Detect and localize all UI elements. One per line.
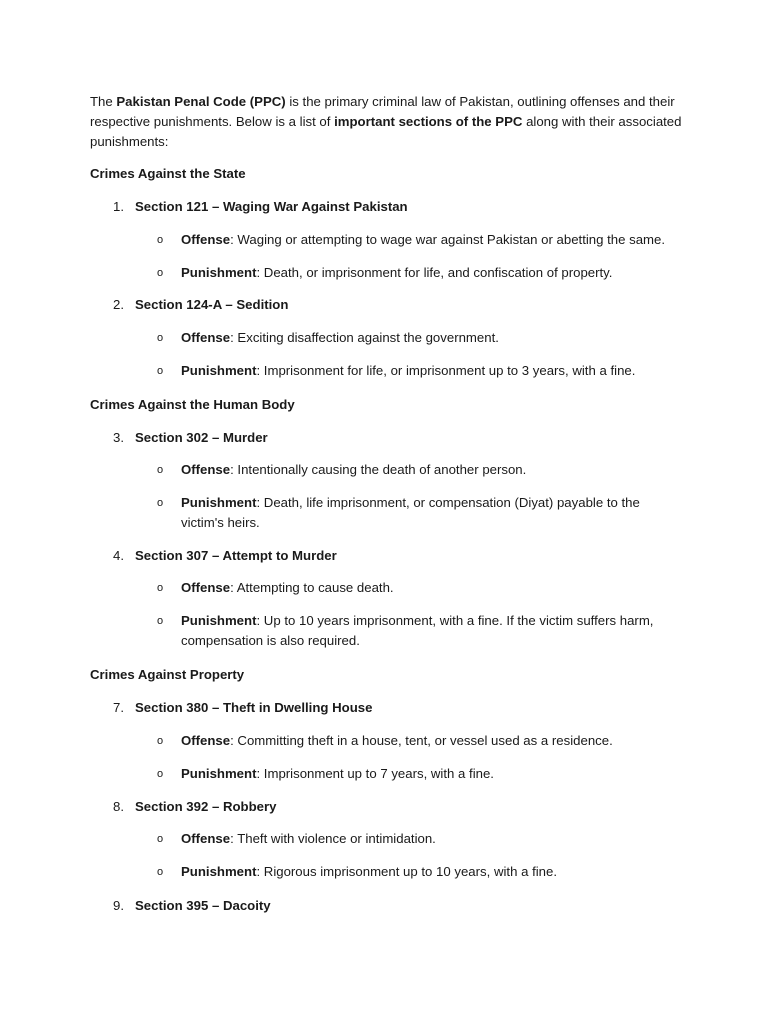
section-item: 7. Section 380 – Theft in Dwelling House xyxy=(113,700,373,715)
section-item: 8. Section 392 – Robbery xyxy=(113,799,277,814)
offense-bullet: o Offense: Waging or attempting to wage war against Pakistan or abetting the same. xyxy=(157,232,666,247)
section-item: 4. Section 307 – Attempt to Murder xyxy=(113,548,337,563)
category-heading: Crimes Against Property xyxy=(90,667,245,682)
offense-bullet: o Offense: Attempting to cause death. xyxy=(157,580,394,595)
intro-paragraph: The Pakistan Penal Code (PPC) is the primary criminal law of Pakistan, outlining offenses and their respective punishments. Below is a list of important sections of the PPC along with their associated punishments: xyxy=(90,94,682,149)
offense-bullet: o Offense: Intentionally causing the death of another person. xyxy=(157,462,527,477)
category-heading: Crimes Against the State xyxy=(90,166,246,181)
section-item: 3. Section 302 – Murder xyxy=(113,430,268,445)
punishment-bullet: o Punishment: Up to 10 years imprisonment, with a fine. If the victim suffers harm, compensation is also required. xyxy=(157,613,654,648)
offense-bullet: o Offense: Exciting disaffection against the government. xyxy=(157,330,499,345)
section-item: 1. Section 121 – Waging War Against Pakistan xyxy=(113,199,408,214)
punishment-bullet: o Punishment: Imprisonment for life, or imprisonment up to 3 years, with a fine. xyxy=(157,363,636,378)
punishment-bullet: o Punishment: Death, or imprisonment for life, and confiscation of property. xyxy=(157,265,613,280)
section-item: 2. Section 124-A – Sedition xyxy=(113,297,289,312)
punishment-bullet: o Punishment: Imprisonment up to 7 years, with a fine. xyxy=(157,766,494,781)
offense-bullet: o Offense: Committing theft in a house, tent, or vessel used as a residence. xyxy=(157,733,613,748)
offense-bullet: o Offense: Theft with violence or intimidation. xyxy=(157,831,436,846)
section-item: 9. Section 395 – Dacoity xyxy=(113,898,271,913)
punishment-bullet: o Punishment: Rigorous imprisonment up to 10 years, with a fine. xyxy=(157,864,557,879)
category-heading: Crimes Against the Human Body xyxy=(90,397,295,412)
punishment-bullet: o Punishment: Death, life imprisonment, or compensation (Diyat) payable to the victim's heirs. xyxy=(157,495,640,530)
